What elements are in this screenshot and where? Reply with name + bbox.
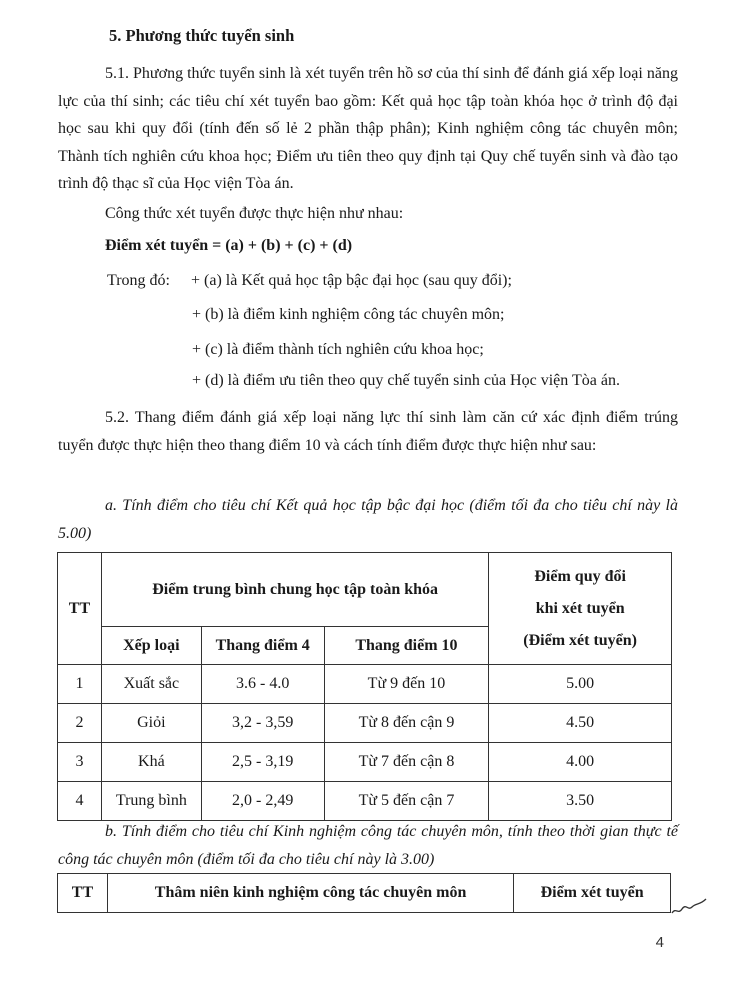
cell-tt: 4 bbox=[58, 782, 102, 821]
table-row bbox=[58, 782, 672, 821]
term-b: + (b) là điểm kinh nghiệm công tác chuyên môn; bbox=[192, 306, 505, 323]
cell-tt: 2 bbox=[58, 704, 102, 743]
cell-rank: Trung bình bbox=[101, 782, 201, 821]
cell-tt: 3 bbox=[58, 743, 102, 782]
table-row bbox=[58, 665, 672, 704]
term-c: + (c) là điểm thành tích nghiên cứu khoa học; bbox=[192, 341, 484, 358]
paragraph-5-1: 5.1. Phương thức tuyển sinh là xét tuyển trên hồ sơ của thí sinh để đánh giá xếp loại năng lực của thí sinh; các tiêu chí xét tuyển bao gồm: Kết quả học tập toàn khóa học ở trình độ đại học sau khi quy đổi (tính đến số lẻ 2 phần thập phân); Kinh nghiệm công tác chuyên môn; Thành tích nghiên cứu khoa học; Điểm ưu tiên theo quy định tại Quy chế tuyển sinh và đào tạo trình độ thạc sĩ của Học viện Tòa án. bbox=[58, 65, 678, 192]
paragraph-5-2: 5.2. Thang điểm đánh giá xếp loại năng lực thí sinh làm căn cứ xác định điểm trúng tuyển được thực hiện theo thang điểm 10 và cách tính điểm được thực hiện như sau: bbox=[58, 409, 678, 454]
section-heading: 5. Phương thức tuyển sinh bbox=[109, 26, 295, 45]
page-number: 4 bbox=[655, 934, 664, 951]
paragraph-a: a. Tính điểm cho tiêu chí Kết quả học tập bậc đại học (điểm tối đa cho tiêu chí này là 5.00) bbox=[58, 497, 678, 542]
signature-scribble-icon bbox=[670, 895, 710, 919]
cell-scale10: Từ 9 đến 10 bbox=[324, 665, 489, 704]
where-label: Trong đó: bbox=[107, 272, 170, 289]
cell-score: 3.50 bbox=[489, 782, 672, 821]
cell-scale4: 2,0 - 2,49 bbox=[201, 782, 324, 821]
cell-score: 4.50 bbox=[489, 704, 672, 743]
cell-score: 5.00 bbox=[489, 665, 672, 704]
col-tt: TT bbox=[58, 874, 108, 913]
col-tt: TT bbox=[58, 553, 102, 665]
col-score: Điểm xét tuyển bbox=[514, 874, 671, 913]
col-rank: Xếp loại bbox=[101, 627, 201, 665]
term-d: + (d) là điểm ưu tiên theo quy chế tuyển sinh của Học viện Tòa án. bbox=[192, 372, 620, 389]
cell-scale10: Từ 5 đến cận 7 bbox=[324, 782, 489, 821]
col-converted-score bbox=[489, 553, 672, 665]
col-scale10: Thang điểm 10 bbox=[324, 627, 489, 665]
experience-table bbox=[57, 873, 671, 913]
academic-score-table bbox=[57, 552, 672, 821]
formula-intro: Công thức xét tuyển được thực hiện như nhau: bbox=[105, 205, 404, 222]
term-a: + (a) là Kết quả học tập bậc đại học (sau quy đổi); bbox=[191, 272, 512, 289]
cell-rank: Giỏi bbox=[101, 704, 201, 743]
col-converted-score-line1: Điểm quy đổi bbox=[534, 567, 626, 585]
paragraph-b: b. Tính điểm cho tiêu chí Kinh nghiệm công tác chuyên môn, tính theo thời gian thực tế công tác chuyên môn (điểm tối đa cho tiêu chí này là 3.00) bbox=[58, 823, 678, 868]
cell-scale4: 3.6 - 4.0 bbox=[201, 665, 324, 704]
cell-scale4: 2,5 - 3,19 bbox=[201, 743, 324, 782]
col-experience: Thâm niên kinh nghiệm công tác chuyên môn bbox=[107, 874, 513, 913]
cell-scale10: Từ 8 đến cận 9 bbox=[324, 704, 489, 743]
col-converted-score-line3: (Điểm xét tuyển) bbox=[523, 631, 638, 649]
col-scale4: Thang điểm 4 bbox=[201, 627, 324, 665]
cell-scale4: 3,2 - 3,59 bbox=[201, 704, 324, 743]
col-gpa-group: Điểm trung bình chung học tập toàn khóa bbox=[101, 553, 488, 627]
cell-rank: Xuất sắc bbox=[101, 665, 201, 704]
cell-tt: 1 bbox=[58, 665, 102, 704]
cell-rank: Khá bbox=[101, 743, 201, 782]
formula: Điểm xét tuyển = (a) + (b) + (c) + (d) bbox=[105, 237, 353, 254]
table-row bbox=[58, 704, 672, 743]
cell-score: 4.00 bbox=[489, 743, 672, 782]
table-row bbox=[58, 743, 672, 782]
col-converted-score-line2: khi xét tuyển bbox=[535, 599, 625, 617]
cell-scale10: Từ 7 đến cận 8 bbox=[324, 743, 489, 782]
